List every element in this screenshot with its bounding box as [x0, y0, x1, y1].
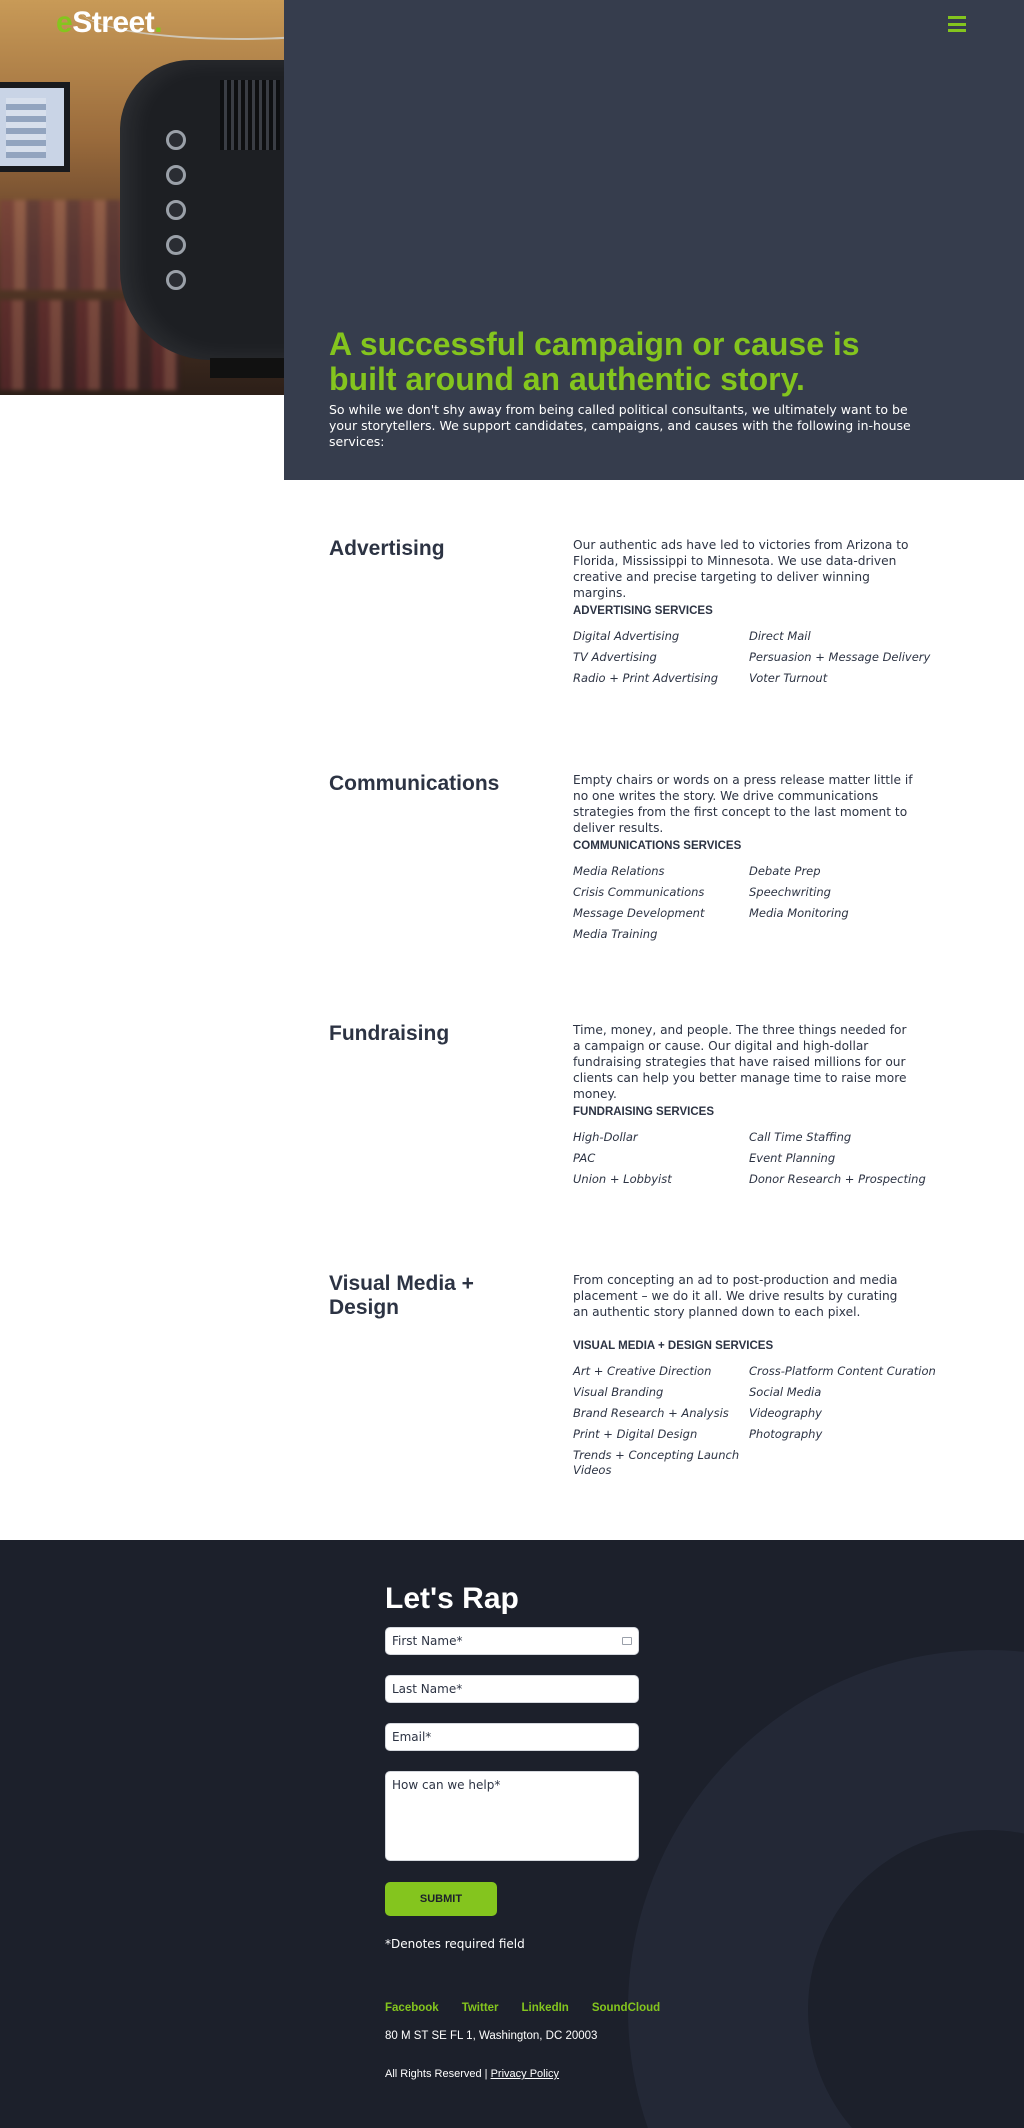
service-description: From concepting an ad to post-production and media placement – we do it all. We drive results by curating an authentic story planned down to each pixel. [573, 1273, 898, 1319]
list-item: Call Time Staffing [749, 1130, 852, 1144]
soundcloud-link[interactable]: SoundCloud [591, 2002, 661, 2014]
list-item: PAC [573, 1151, 596, 1165]
list-item: Trends + Concepting Launch Videos [573, 1448, 740, 1477]
list-item: Print + Digital Design [573, 1427, 698, 1441]
social-links [385, 2002, 660, 2014]
list-item: Crisis Communications [573, 885, 705, 899]
twitter-link[interactable]: Twitter [461, 2002, 499, 2014]
list-item: Debate Prep [749, 864, 821, 878]
list-item: Media Training [573, 927, 658, 941]
hero-title: A successful campaign or cause is built around an authentic story. [329, 326, 860, 397]
last-name-input[interactable]: Last Name* [385, 1675, 639, 1703]
list-item: Videography [749, 1406, 822, 1420]
contact-title: Let's Rap [385, 1582, 519, 1615]
hero-text: So while we don't shy away from being called political consultants, we ultimately want to be your storytellers. We support candidates, campaigns, and causes with the following in-house services: [329, 402, 911, 449]
list-item: Speechwriting [749, 885, 831, 899]
privacy-policy-link[interactable]: Privacy Policy [490, 2068, 560, 2080]
list-item: TV Advertising [573, 650, 657, 664]
list-item: Persuasion + Message Delivery [749, 650, 931, 664]
list-item: Media Relations [573, 864, 665, 878]
hamburger-menu-icon[interactable] [948, 16, 966, 32]
first-name-input[interactable]: First Name* [385, 1627, 639, 1655]
list-item: Voter Turnout [749, 671, 828, 685]
site-logo[interactable]: eStreet. [56, 6, 163, 39]
required-note: *Denotes required field [385, 1937, 525, 1951]
service-list [573, 1364, 943, 1484]
service-description: Time, money, and people. The three things needed for a campaign or cause. Our digital and high-dollar fundraising strategies that have raised millions for our clients can help you better manage time to raise more money. [573, 1023, 907, 1101]
list-item: High-Dollar [573, 1130, 638, 1144]
list-item: Photography [749, 1427, 823, 1441]
email-input[interactable]: Email* [385, 1723, 639, 1751]
list-item: Event Planning [749, 1151, 836, 1165]
list-item: Union + Lobbyist [573, 1172, 672, 1186]
camera-photo [0, 0, 284, 395]
message-textarea[interactable]: How can we help* [385, 1771, 639, 1861]
service-list [573, 864, 943, 948]
service-subheading: COMMUNICATIONS SERVICES [573, 840, 742, 852]
service-title: Communications [329, 772, 500, 795]
service-title: Fundraising [329, 1022, 450, 1045]
service-title: Visual Media + Design [329, 1272, 474, 1319]
footer [0, 1540, 1024, 2128]
facebook-link[interactable]: Facebook [385, 2002, 439, 2014]
list-item: Visual Branding [573, 1385, 664, 1399]
list-item: Radio + Print Advertising [573, 671, 719, 685]
list-item: Social Media [749, 1385, 822, 1399]
service-subheading: VISUAL MEDIA + DESIGN SERVICES [573, 1340, 774, 1352]
service-title: Advertising [329, 537, 445, 560]
autofill-icon [622, 1637, 632, 1645]
service-subheading: FUNDRAISING SERVICES [573, 1106, 715, 1118]
service-description: Our authentic ads have led to victories from Arizona to Florida, Mississippi to Minnesota. We use data-driven creative and precise targeting to deliver winning margins. [573, 538, 909, 600]
service-list [573, 1130, 943, 1193]
linkedin-link[interactable]: LinkedIn [521, 2002, 569, 2014]
service-subheading: ADVERTISING SERVICES [573, 605, 713, 617]
decorative-ring [628, 1650, 1024, 2128]
list-item: Digital Advertising [573, 629, 680, 643]
copyright: All Rights Reserved | Privacy Policy [385, 2068, 560, 2080]
list-item: Cross-Platform Content Curation [749, 1364, 936, 1378]
service-list [573, 629, 943, 692]
list-item: Brand Research + Analysis [573, 1406, 729, 1420]
submit-button[interactable]: SUBMIT [385, 1882, 497, 1916]
list-item: Art + Creative Direction [573, 1364, 712, 1378]
address: 80 M ST SE FL 1, Washington, DC 20003 [385, 2030, 598, 2042]
list-item: Message Development [573, 906, 705, 920]
list-item: Direct Mail [749, 629, 811, 643]
list-item: Donor Research + Prospecting [749, 1172, 926, 1186]
list-item: Media Monitoring [749, 906, 849, 920]
service-description: Empty chairs or words on a press release matter little if no one writes the story. We drive communications strategies from the first concept to the last moment to deliver results. [573, 773, 913, 835]
